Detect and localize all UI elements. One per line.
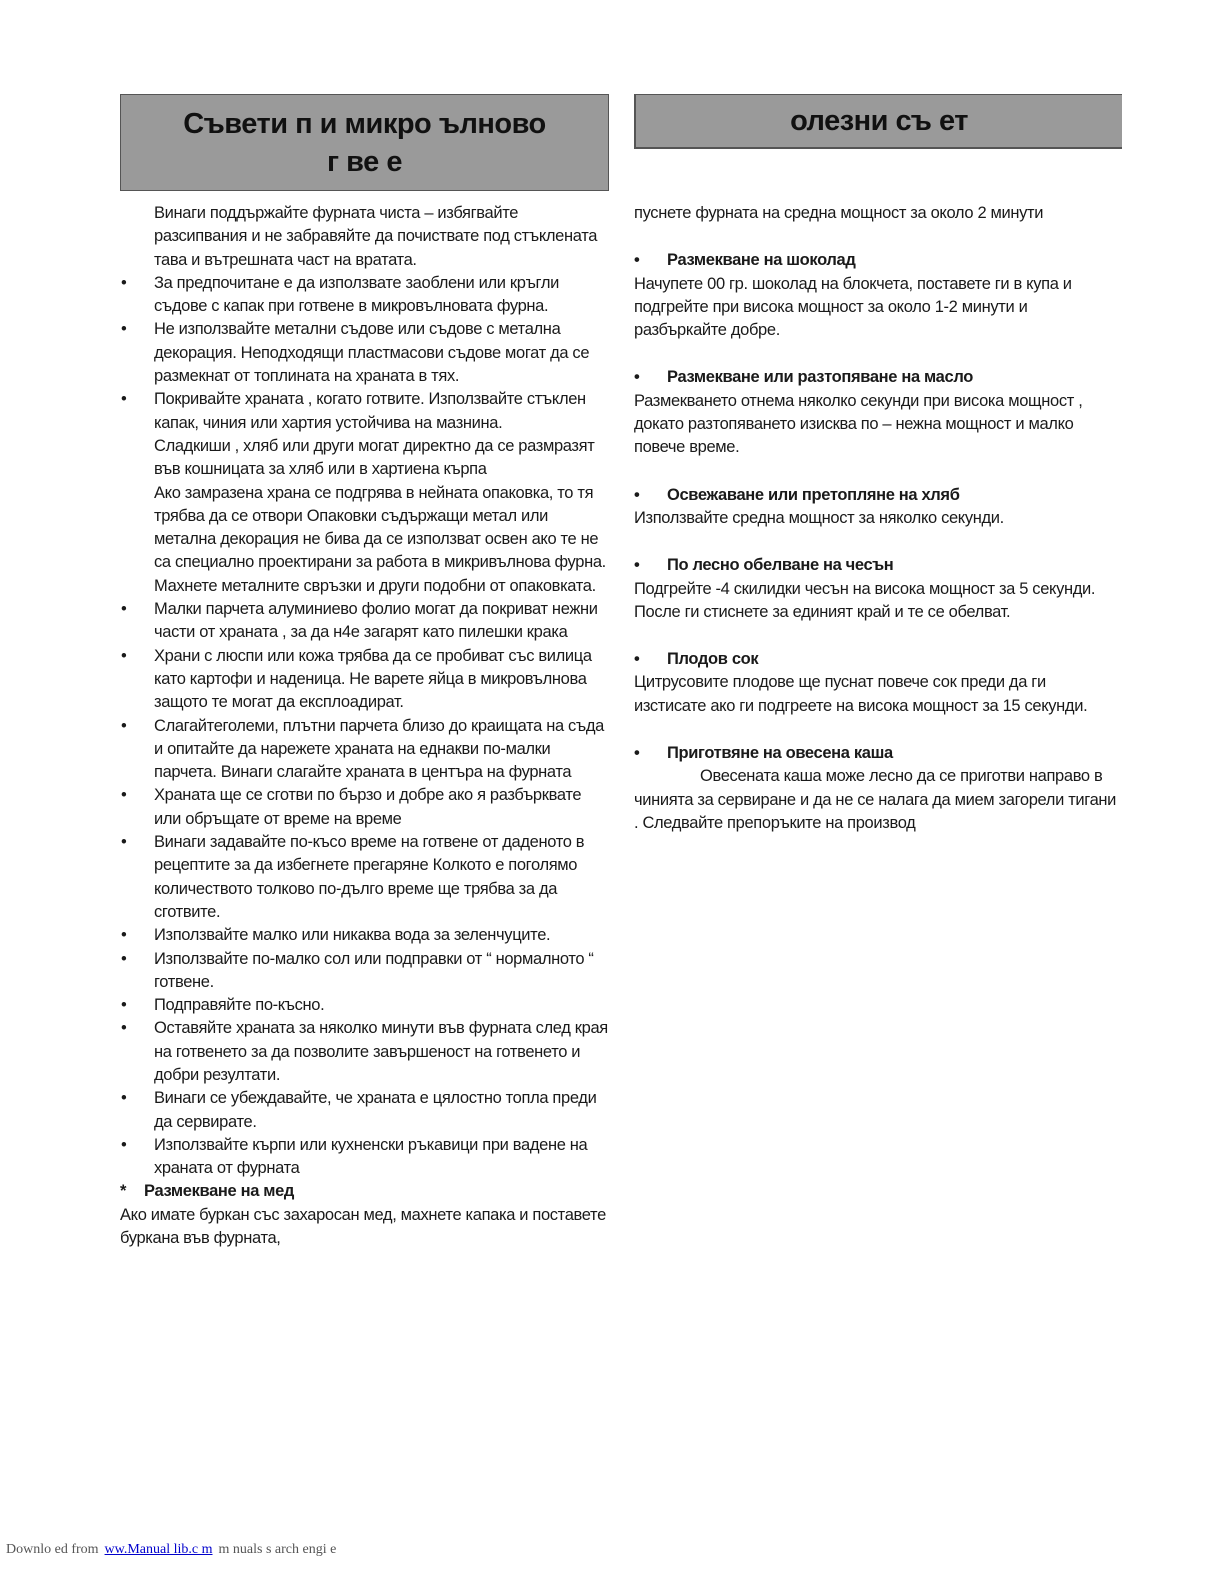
tip-text: Цитрусовите плодове ще пуснат повече сок преди да ги изстисате ако ги подгреете на висока мощност за 15 секунди. (634, 673, 1088, 715)
bullet-icon: • (121, 786, 127, 805)
tip-text: Подгрейте -4 скилидки чесън на висока мощност за 5 секунди. После ги стиснете за единият край и те се обелват. (634, 579, 1096, 621)
footer-prefix: Downlo ed from (6, 1542, 99, 1557)
tip-text: Размекването отнема няколко секунди при висока мощност , докато разтопяването изисква по – нежна мощност и малко повече време. (634, 391, 1083, 457)
list-item: • Винаги задавайте по-късо време на готвене от даденото в рецептите за да избегнете прегаряне Колкото е поголямо количеството толково по-дълго време ще трябва за да сготвите. (121, 833, 585, 921)
bullet-icon: • (121, 716, 127, 735)
bullet-icon: • (121, 1019, 127, 1038)
list-item: • Подправяйте по-късно. (120, 994, 612, 1017)
frozen-paragraph: Ако замразена храна се подгрява в нейната опаковка, то тя трябва да се отвори Опаковки съдържащи метал или метална декорация не бива да се използват освен ако те не са специално проектирани за работа в микривълнова фурна. Махнете металните свръзки и други подобни от опаковката. (154, 483, 606, 595)
honey-text: Ако имате буркан със захаросан мед, махнете капака и поставете буркана във фурната, (120, 1205, 606, 1248)
left-header-line2: г ве е (327, 146, 402, 178)
tip-heading: • Размекване на шоколад (634, 249, 1118, 272)
bullet-icon: • (121, 926, 127, 945)
list-item: • Малки парчета алуминиево фолио могат да покриват нежни части от храната , за да н4е загарят като пилешки крака (121, 600, 598, 642)
tip-heading: • По лесно обелване на чесън (634, 554, 1118, 577)
star-icon: * (120, 1182, 127, 1201)
bullet-icon: • (634, 368, 640, 387)
list-item: • Оставяйте храната за няколко минути във фурната след края на готвенето за да позволите завършеност на готвенето и добри резултати. (121, 1019, 608, 1084)
download-footer (6, 1542, 336, 1558)
tip-text: Използвайте средна мощност за няколко секунди. (634, 508, 1004, 527)
list-item: • За предпочитане е да използвате заоблени или кръгли съдове с капак при готвене в микровълновата фурна. (121, 273, 560, 316)
footer-suffix: m nuals s arch engi e (218, 1542, 337, 1557)
bullet-icon: • (634, 744, 640, 763)
bullet-icon: • (121, 996, 127, 1015)
left-column (120, 202, 612, 1250)
left-header-line1: Съвети п и микро ълново (183, 108, 546, 140)
bullet-icon: • (121, 1135, 127, 1154)
bread-paragraph: Сладкиши , хляб или други могат директно да се размразят във кошницата за хляб или в хартиена кърпа (154, 436, 595, 479)
bullet-icon: • (634, 650, 640, 669)
list-item: • Използвайте малко или никаква вода за зеленчуците. (120, 924, 612, 947)
manualslib-link[interactable]: ww.Manual lib.c m (104, 1542, 213, 1557)
tip-heading: • Освежаване или претопляне на хляб (634, 484, 1118, 507)
intro-paragraph: Винаги поддържайте фурната чиста – избягвайте разсипвания и не забравяйте да почиствате под стъклената тава и вътрешната част на вратата. (154, 204, 598, 269)
bullet-icon: • (121, 320, 127, 339)
tip-heading: • Приготвяне на овесена каша (634, 742, 1118, 765)
bullet-icon: • (634, 485, 640, 504)
bullet-icon: • (634, 556, 640, 575)
list-item: • Не използвайте метални съдове или съдове с метална декорация. Неподходящи пластмасови съдове могат да се размекнат от топлината на храната в тях. (121, 320, 590, 386)
list-item: • Слагайтеголеми, плътни парчета близо до краищата на съда и опитайте да нарежете храната на еднакви по-малки парчета. Винаги слагайте храната в центъра на фурната (121, 716, 604, 782)
right-section-header (634, 94, 1122, 149)
bullet-icon: • (121, 949, 127, 968)
continuation-text: пуснете фурната на средна мощност за около 2 минути (634, 204, 1044, 222)
bullet-icon: • (121, 646, 127, 665)
tip-heading: • Плодов сок (634, 648, 1118, 671)
tip-text: Овесената каша може лесно да се приготви направо в чинията за сервиране и да не се налага да мием загорели тигани . Следвайте препоръките на производ (634, 767, 1117, 832)
bullet-icon: • (634, 251, 640, 270)
list-item: • Използвайте кърпи или кухненски ръкавици при вадене на храната от фурната (121, 1135, 588, 1178)
bullet-icon: • (121, 600, 127, 619)
bullet-icon: • (121, 833, 127, 852)
bullet-icon: • (121, 390, 127, 409)
list-item: • Използвайте по-малко сол или подправки от “ нормалното “ готвене. (121, 949, 594, 991)
right-column (634, 202, 1118, 835)
tip-heading: • Размекване или разтопяване на масло (634, 366, 1118, 389)
list-item: • Покривайте храната , когато готвите. Използвайте стъклен капак, чиния или хартия устойчива на мазнина. (121, 390, 586, 432)
left-section-header (120, 94, 609, 191)
bullet-icon: • (121, 1089, 127, 1108)
list-item: • Винаги се убеждавайте, че храната е цялостно топла преди да сервирате. (121, 1089, 597, 1131)
list-item: • Храната ще се сготви по бързо и добре ако я разбърквате или обръщате от време на време (121, 786, 582, 828)
bullet-icon: • (121, 273, 127, 292)
honey-heading: * Размекване на мед (120, 1180, 612, 1203)
list-item: • Храни с люспи или кожа трябва да се пробиват със вилица като картофи и наденица. Не варете яйца в микровълнова защото те могат да експлоадират. (121, 646, 592, 712)
tip-text: Начупете 00 гр. шоколад на блокчета, поставете ги в купа и подгрейте при висока мощност за около 1-2 минути и разбъркайте добре. (634, 274, 1072, 340)
right-header-title: олезни съ ет (790, 105, 968, 137)
